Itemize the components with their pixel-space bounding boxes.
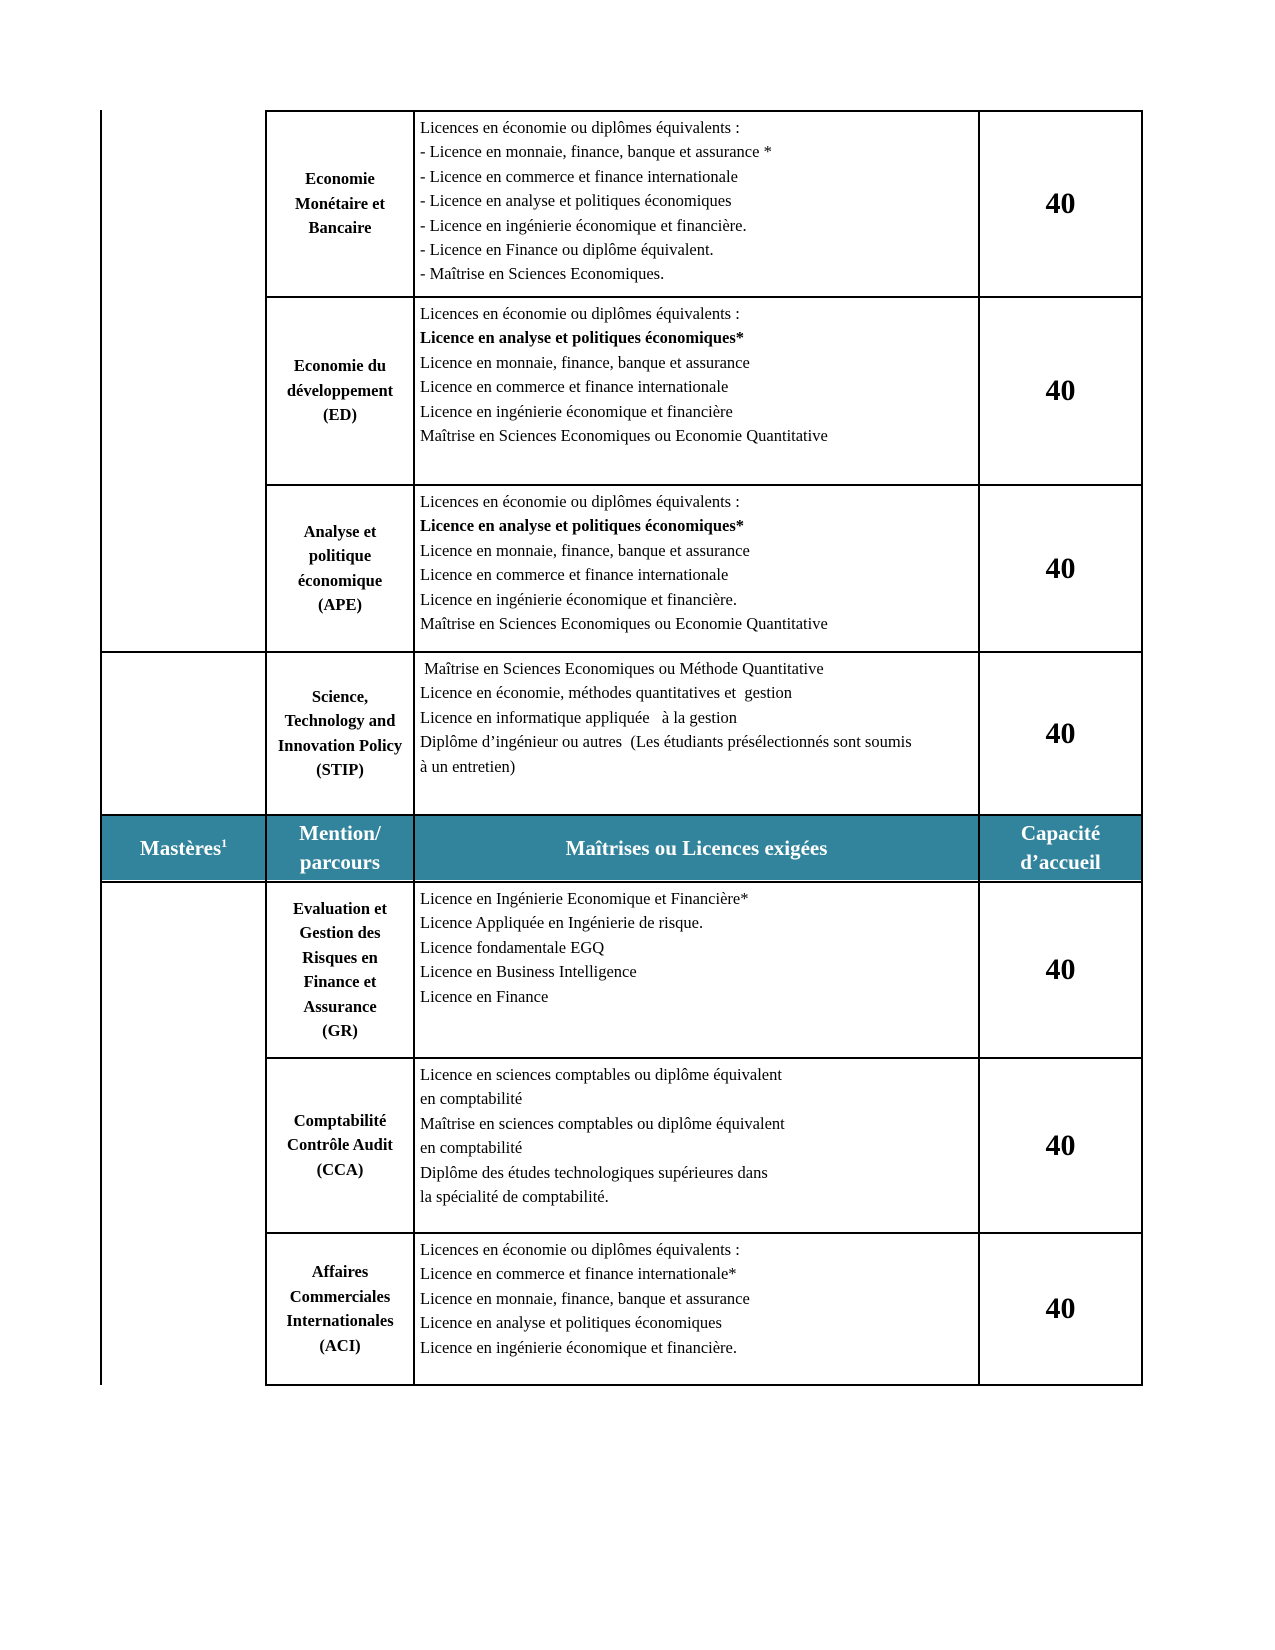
requirement-line: - Licence en monnaie, finance, banque et assurance * — [420, 142, 772, 162]
requirements-cell — [415, 653, 978, 814]
grid-line — [1141, 110, 1143, 1385]
requirements-cell — [415, 883, 978, 1057]
header-requirements: Maîtrises ou Licences exigées — [565, 835, 828, 860]
requirement-line: Licence en monnaie, finance, banque et assurance — [420, 540, 750, 560]
requirements-cell — [415, 1059, 978, 1232]
requirement-line: Diplôme d’ingénieur ou autres (Les étudiants présélectionnés sont soumis — [420, 732, 912, 752]
mention-cell: Evaluation et Gestion des Risques en Finance et Assurance (GR) — [293, 898, 387, 1040]
requirement-line: Licence en Business Intelligence — [420, 962, 637, 982]
requirement-line: à un entretien) — [420, 756, 516, 776]
capacity-cell: 40 — [1045, 1292, 1076, 1325]
requirement-line: Licence en monnaie, finance, banque et assurance — [420, 1288, 750, 1308]
mention-cell: Economie Monétaire et Bancaire — [295, 169, 385, 238]
header-mention: Mention/ parcours — [299, 821, 381, 874]
capacity-cell: 40 — [1045, 187, 1076, 220]
requirement-line: Licence en ingénierie économique et financière. — [420, 589, 737, 609]
requirements-cell — [415, 486, 978, 651]
requirement-line: Licence en monnaie, finance, banque et assurance — [420, 352, 750, 372]
mention-cell: Economie du développement (ED) — [286, 356, 394, 425]
requirement-line: Licence fondamentale EGQ — [420, 937, 605, 957]
header-masteres: Mastères$^1$ — [139, 835, 228, 860]
requirement-line: Licence en informatique appliquée à la gestion — [420, 707, 738, 727]
requirement-line: - Licence en ingénierie économique et financière. — [420, 215, 747, 235]
requirement-line: - Licence en analyse et politiques économiques — [420, 191, 732, 211]
requirement-line: Licence en commerce et finance internationale — [420, 565, 729, 585]
requirement-line: en comptabilité — [420, 1089, 523, 1109]
mention-cell: Analyse et politique économique (APE) — [297, 521, 383, 614]
grid-line — [100, 110, 102, 1385]
requirement-line: Licence en ingénierie économique et financière. — [420, 1337, 737, 1357]
requirement-line: Licence en commerce et finance internationale* — [420, 1264, 737, 1284]
requirement-line: Diplôme des études technologiques supérieures dans — [420, 1162, 768, 1182]
requirement-line: Licence en Finance — [420, 986, 549, 1006]
capacity-cell: 40 — [1045, 1128, 1076, 1162]
requirement-line: Maîtrise en Sciences Economiques ou Méthode Quantitative — [420, 659, 824, 678]
requirement-line: Maîtrise en Sciences Economiques ou Economie Quantitative — [420, 426, 828, 446]
requirement-line: Licence en analyse et politiques économiques* — [420, 516, 745, 536]
mention-cell: Comptabilité Contrôle Audit (CCA) — [287, 1110, 393, 1179]
requirement-line: - Licence en Finance ou diplôme équivalent. — [420, 240, 714, 260]
capacity-cell: 40 — [1045, 551, 1076, 585]
requirement-line: Licences en économie ou diplômes équivalents : — [420, 1240, 740, 1259]
requirement-line: Licences en économie ou diplômes équivalents : — [420, 118, 740, 137]
requirement-line: Licences en économie ou diplômes équivalents : — [420, 492, 740, 511]
requirement-line: Licences en économie ou diplômes équivalents : — [420, 304, 740, 323]
requirement-line: Maîtrise en Sciences Economiques ou Economie Quantitative — [420, 614, 828, 634]
mention-cell: Science, Technology and Innovation Policy (STIP) — [277, 686, 403, 779]
requirement-line: - Maîtrise en Sciences Economiques. — [420, 264, 665, 284]
requirement-line: Licence en analyse et politiques économiques — [420, 1313, 722, 1333]
requirement-line: la spécialité de comptabilité. — [420, 1187, 609, 1207]
requirement-line: Licence en commerce et finance internationale — [420, 377, 729, 397]
requirement-line: Licence en Ingénierie Economique et Financière* — [420, 889, 749, 908]
requirement-line: Licence Appliquée en Ingénierie de risque. — [420, 913, 704, 933]
requirement-line: Licence en ingénierie économique et financière — [420, 401, 733, 421]
requirement-line: Licence en économie, méthodes quantitatives et gestion — [420, 683, 793, 703]
capacity-cell: 40 — [1045, 716, 1076, 750]
requirements-cell — [415, 1234, 978, 1384]
header-capacity: Capacité d’accueil — [1020, 821, 1101, 874]
requirement-line: Licence en sciences comptables ou diplôme équivalent — [420, 1065, 782, 1084]
requirements-cell — [415, 298, 978, 484]
requirements-cell — [415, 112, 978, 296]
grid-line — [265, 1384, 1143, 1386]
requirement-line: Maîtrise en sciences comptables ou diplôme équivalent — [420, 1113, 785, 1133]
mention-cell: Affaires Commerciales Internationales (ACI) — [286, 1262, 394, 1355]
capacity-cell: 40 — [1045, 953, 1076, 986]
requirement-line: Licence en analyse et politiques économiques* — [420, 328, 745, 348]
capacity-cell: 40 — [1045, 374, 1076, 407]
requirement-line: en comptabilité — [420, 1138, 523, 1158]
requirement-line: - Licence en commerce et finance internationale — [420, 166, 738, 186]
footnote-marker: 1 — [221, 835, 228, 850]
